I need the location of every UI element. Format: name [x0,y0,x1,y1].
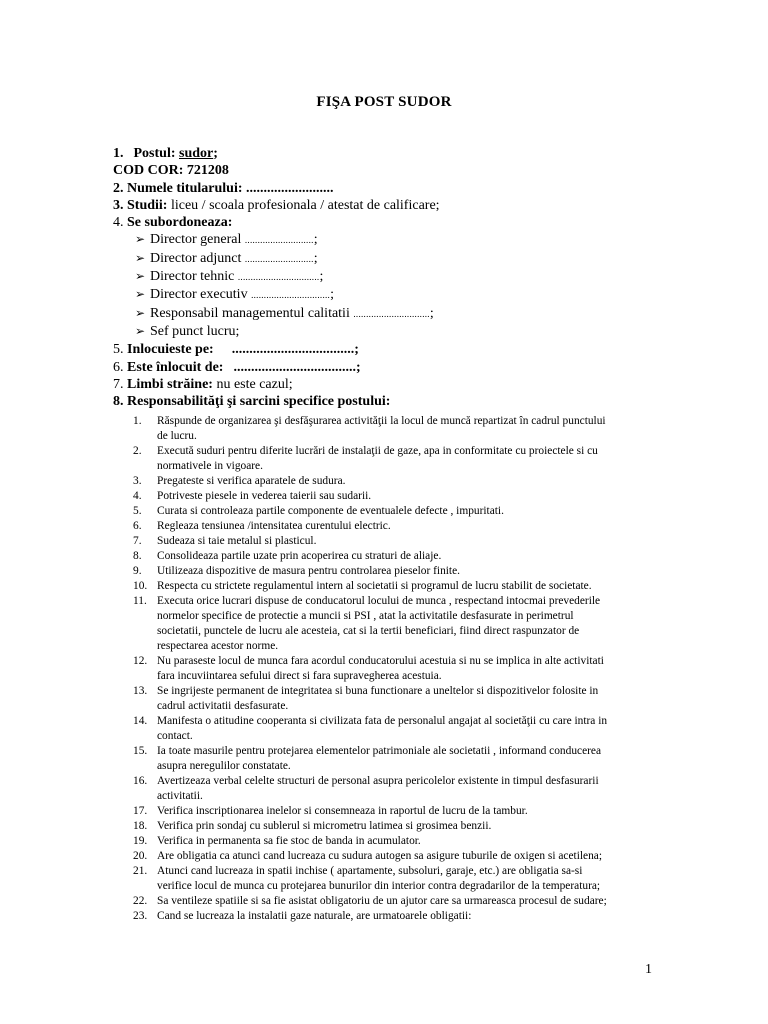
duty-text-line: Consolideaza partile uzate prin acoperirea cu straturi de aliaje. [157,550,442,562]
page-number: 1 [645,962,652,977]
titular-line [113,180,673,197]
subord-item [113,323,673,341]
subord-item-dots: .............................. [353,308,430,319]
inlocuieste-dots: ...................................; [231,342,359,358]
duty-item [133,849,655,864]
duty-item [133,564,655,579]
inlocuieste-line [113,341,673,358]
subord-item [113,286,673,304]
duty-item [133,549,655,564]
inlocuieste-label: Inlocuieste pe: [127,342,214,358]
duty-text-line: Executa orice lucrari dispuse de conducatorul locului de munca , respectand intocmai prevederile [157,595,601,607]
subord-item [113,231,673,249]
duty-number: 18. [133,820,148,832]
duty-item [133,894,655,909]
duties-list [133,414,655,924]
duty-text [157,489,655,504]
arrow-bullet-icon: ➢ [135,250,146,265]
subord-item [113,250,673,268]
duty-item [133,774,655,804]
duty-text [157,654,655,684]
duty-text [157,834,655,849]
duty-text-line: Atunci cand lucreaza in spatii inchise ( apartamente, subsoluri, garaje, etc.) are obligatia sa-si [157,865,583,877]
duty-text [157,414,655,444]
post-value: sudor [179,146,214,161]
limbi-number: 7. [113,376,124,392]
duty-number: 10. [133,580,148,592]
subord-item-label: Sef punct lucru; [150,323,240,339]
subord-item [113,305,673,323]
duty-text-line: Regleaza tensiunea /intensitatea curentului electric. [157,520,391,532]
duty-text [157,579,655,594]
subord-item-label: Director tehnic [150,269,235,285]
duty-text [157,714,655,744]
duty-item [133,579,655,594]
duty-text-line: Ia toate masurile pentru protejarea elementelor patrimoniale ale societatii , informand conducerea [157,745,602,757]
duty-text [157,864,655,894]
duty-text [157,534,655,549]
job-header [113,145,673,410]
duty-text-line: Avertizeaza verbal celelte structuri de personal asupra pericolelor existente in timpul desfasurarii [157,775,599,787]
duty-number: 22. [133,895,148,907]
subord-item-label: Director adjunct [150,250,242,266]
duty-text [157,849,655,864]
subord-item-label: Responsabil managementul calitatii [150,305,350,321]
duty-item [133,444,655,474]
duty-text-line: cadrul activitatii desfasurate. [157,700,289,712]
duty-text [157,504,655,519]
subord-item-end: ; [313,250,318,266]
subord-item-end: ; [429,305,434,321]
duty-text [157,684,655,714]
duty-number: 16. [133,775,148,787]
duty-text [157,594,655,654]
titular-number: 2. [113,180,124,196]
duty-text-line: Răspunde de organizarea şi desfăşurarea activităţii la locul de muncă repartizat în cadrul punctului [157,415,606,427]
duty-number: 2. [133,445,142,457]
duty-text [157,549,655,564]
duty-number: 3. [133,475,142,487]
post-end: ; [213,146,218,161]
document-title: FIŞA POST SUDOR [316,94,452,110]
limbi-label: Limbi străine: [127,376,213,392]
duty-text-line: Execută suduri pentru diferite lucrări de instalaţii de gaze, apa in conformitate cu proiectele si cu [157,445,598,457]
duty-item [133,504,655,519]
duty-number: 17. [133,805,148,817]
duty-number: 1. [133,415,142,427]
inlocuit-dots: ...................................; [233,359,361,375]
subord-item-dots: ........................... [244,253,314,264]
duty-text [157,819,655,834]
duty-item [133,534,655,549]
duty-text-line: Sudeaza si taie metalul si plasticul. [157,535,317,547]
duty-item [133,519,655,534]
duty-item [133,654,655,684]
post-number: 1. [113,146,124,161]
subord-item-dots: ............................... [251,290,331,301]
duty-item [133,414,655,444]
duty-text-line: de lucru. [157,430,197,442]
subord-item-dots: ................................ [237,272,320,283]
subord-item-end: ; [330,287,335,303]
duty-item [133,714,655,744]
duty-text-line: contact. [157,730,193,742]
arrow-bullet-icon: ➢ [135,305,146,320]
duty-number: 15. [133,745,148,757]
duty-number: 11. [133,595,147,607]
duty-text-line: Verifica prin sondaj cu sublerul si micrometru latimea si grosimea benzii. [157,820,492,832]
duty-text [157,804,655,819]
duty-text-line: Sa ventileze spatiile si sa fie asistat obligatoriu de un ajutor care sa urmareasca procesul de sudare; [157,895,607,907]
duty-item [133,909,655,924]
responsibilities-heading: 8. Responsabilităţi şi sarcini specifice postului: [113,394,391,410]
duty-item [133,594,655,654]
duty-item [133,474,655,489]
duty-text [157,564,655,579]
duty-number: 7. [133,535,142,547]
duty-text-line: Manifesta o atitudine cooperanta si civilizata fata de personalul angajat al societăţii cu care intra in [157,715,608,727]
responsibilities-heading-line [113,393,673,410]
duty-text-line: activitatii. [157,790,203,802]
duty-text [157,519,655,534]
duty-number: 21. [133,865,148,877]
duty-number: 4. [133,490,142,502]
subord-item-end: ; [313,232,318,248]
duty-number: 6. [133,520,142,532]
duty-item [133,804,655,819]
duty-text-line: respectarea acestor norme. [157,640,279,652]
duty-text [157,444,655,474]
duty-number: 12. [133,655,148,667]
duty-number: 20. [133,850,148,862]
studii-label: Studii: [127,197,168,213]
duty-text-line: asupra neregulilor constatate. [157,760,291,772]
duty-text [157,894,655,909]
titular-label: Numele titularului: [127,180,243,196]
duty-text-line: verifice locul de munca cu protejarea bunurilor din interior contra degradarilor de la temperatura; [157,880,601,892]
duty-text [157,909,655,924]
duty-number: 14. [133,715,148,727]
duty-text [157,474,655,489]
duty-text-line: Are obligatia ca atunci cand lucreaza cu sudura autogen sa asigure tuburile de oxigen si acetilena; [157,850,602,862]
post-label: Postul: [133,146,176,161]
arrow-bullet-icon: ➢ [135,287,146,302]
duty-text-line: Nu paraseste locul de munca fara acordul conducatorului acestuia si nu se implica in alte activitati [157,655,604,667]
duty-text-line: Respecta cu strictete regulamentul intern al societatii si programul de lucru stabilit de societate. [157,580,592,592]
subord-item-end: ; [319,269,324,285]
arrow-bullet-icon: ➢ [135,323,146,338]
duty-text-line: Verifica in permanenta sa fie stoc de banda in acumulator. [157,835,421,847]
duty-text-line: societatii, punctele de lucru ale acesteia, cat si la tertii beneficiari, fiind direct raspunzator de [157,625,580,637]
duty-text-line: Se ingrijeste permanent de integritatea si buna functionare a uneltelor si dispozitivelor folosite in [157,685,599,697]
limbi-line [113,376,673,393]
duty-text-line: normativele in vigoare. [157,460,263,472]
duty-number: 13. [133,685,148,697]
duty-item [133,819,655,834]
cod-cor: COD COR: 721208 [113,163,229,179]
duty-text-line: Verifica inscriptionarea inelelor si consemneaza in raportul de lucru de la tambur. [157,805,528,817]
subord-item [113,268,673,286]
arrow-bullet-icon: ➢ [135,232,146,247]
duty-item [133,864,655,894]
inlocuit-label: Este înlocuit de: [127,359,224,375]
duty-number: 9. [133,565,142,577]
inlocuit-number: 6. [113,359,124,375]
subord-number: 4. [113,215,124,231]
subord-item-label: Director general [150,232,242,248]
duty-item [133,834,655,849]
subord-line [113,214,673,231]
duty-text-line: Potriveste piesele in vederea taierii sau sudarii. [157,490,372,502]
arrow-bullet-icon: ➢ [135,269,146,284]
duty-number: 8. [133,550,142,562]
duty-text-line: Utilizeaza dispozitive de masura pentru controlarea pieselor finite. [157,565,460,577]
duty-text-line: Curata si controleaza partile componente de eventualele defecte , impuritati. [157,505,504,517]
subord-item-dots: ........................... [244,235,314,246]
inlocuieste-number: 5. [113,342,124,358]
cod-cor-line [113,162,673,179]
studii-number: 3. [113,197,124,213]
inlocuit-line [113,359,673,376]
duty-text [157,774,655,804]
duty-text [157,744,655,774]
studii-value: liceu / scoala profesionala / atestat de calificare; [170,197,440,213]
subord-label: Se subordoneaza: [127,215,233,231]
duty-text-line: fara incuviintarea sefului direct si fara supravegherea acestuia. [157,670,442,682]
titular-dots: ......................... [246,180,334,196]
duty-item [133,489,655,504]
duty-item [133,684,655,714]
duty-text-line: normelor specifice de protectie a muncii si PSI , atat la activitatile desfasurate in perimetrul [157,610,574,622]
subord-item-label: Director executiv [150,287,248,303]
post-line [113,145,673,162]
studii-line [113,197,673,214]
duty-item [133,744,655,774]
limbi-value: nu este cazul; [216,376,293,392]
subord-list [113,231,673,341]
duty-text-line: Cand se lucreaza la instalatii gaze naturale, are urmatoarele obligatii: [157,910,472,922]
duty-number: 19. [133,835,148,847]
duty-number: 23. [133,910,148,922]
duty-text-line: Pregateste si verifica aparatele de sudura. [157,475,346,487]
duty-number: 5. [133,505,142,517]
